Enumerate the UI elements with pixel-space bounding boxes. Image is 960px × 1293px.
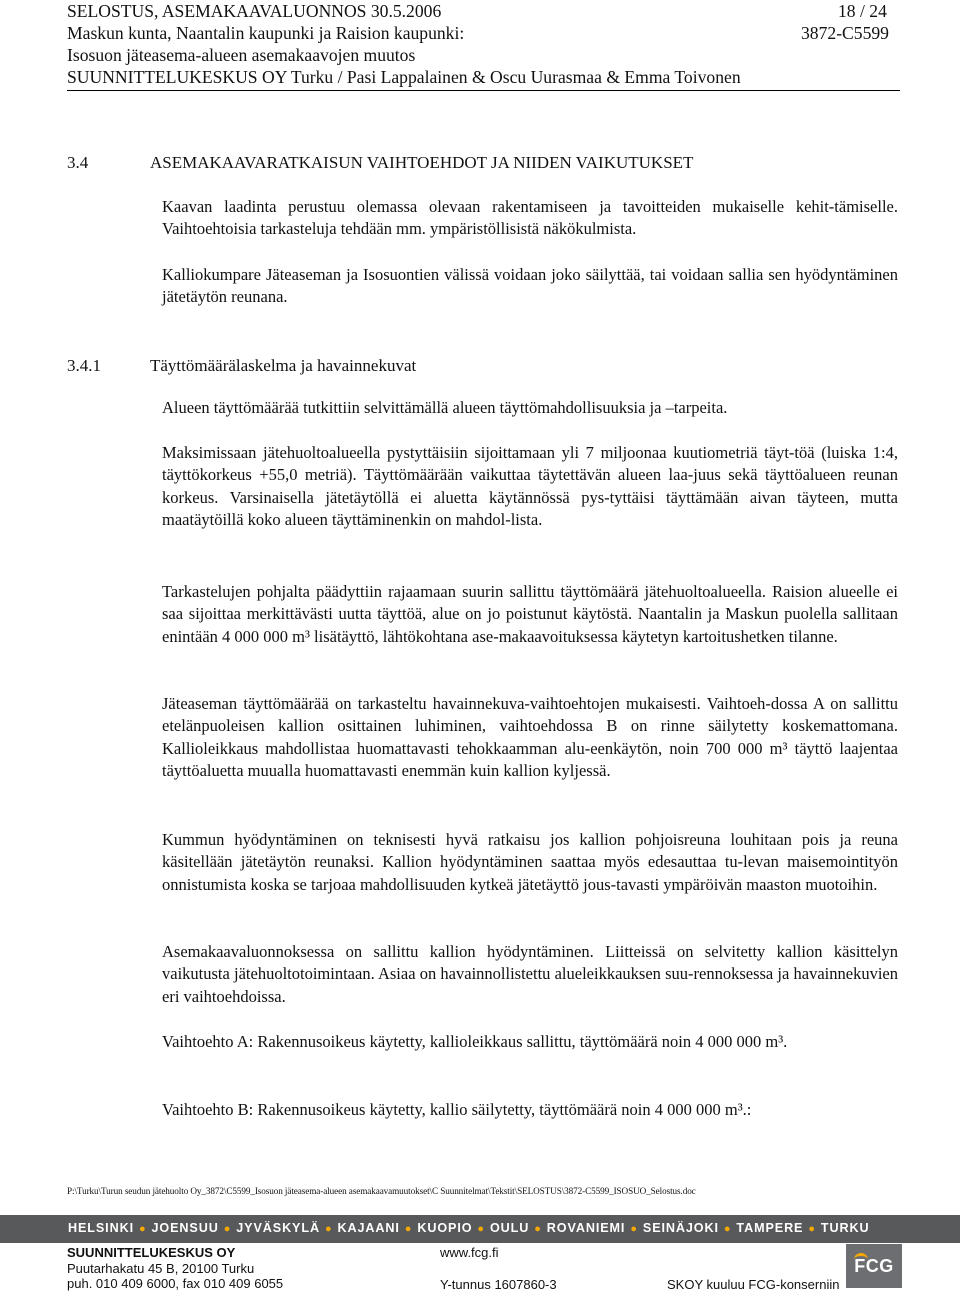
header-rule xyxy=(67,90,900,91)
fcg-logo xyxy=(846,1244,902,1288)
company-website[interactable]: www.fcg.fi xyxy=(440,1245,499,1260)
header-project-name: Isosuon jäteasema-alueen asemakaavojen muutos xyxy=(67,45,416,65)
business-id: Y-tunnus 1607860-3 xyxy=(440,1277,557,1292)
logo-text: FCG xyxy=(854,1256,894,1276)
subsection-title: Täyttömäärälaskelma ja havainnekuvat xyxy=(150,356,417,375)
office-cities-list xyxy=(68,1221,870,1235)
city-label: ROVANIEMI xyxy=(546,1221,626,1235)
section-number: 3.4 xyxy=(67,153,89,172)
header-doc-title: SELOSTUS, ASEMAKAAVALUONNOS 30.5.2006 xyxy=(67,1,442,21)
bullet-icon: ● xyxy=(723,1223,732,1235)
bullet-icon: ● xyxy=(223,1223,232,1235)
body-paragraph: Alueen täyttömäärää tutkittiin selvittämällä alueen täyttömahdollisuuksia ja –tarpeita. xyxy=(162,398,728,417)
file-path: P:\Turku\Turun seudun jätehuolto Oy_3872\C5599_Isosuon jäteasema-alueen asemakaavamuutokset\C Suunnitelmat\Tekstit\SELOSTUS\3872-C5599_ISOSUO_Selostus.doc xyxy=(67,1186,696,1196)
office-cities-bar xyxy=(0,1215,960,1243)
company-address: Puutarhakatu 45 B, 20100 Turku xyxy=(67,1261,255,1276)
company-name: SUUNNITTELUKESKUS OY xyxy=(67,1245,236,1260)
body-paragraph: Vaihtoehto B: Rakennusoikeus käytetty, kallio säilytetty, täyttömäärä noin 4 000 000 m³.: xyxy=(162,1100,752,1119)
header-page-number: 18 / 24 xyxy=(838,1,887,21)
section-title: ASEMAKAAVARATKAISUN VAIHTOEHDOT JA NIIDEN VAIKUTUKSET xyxy=(150,153,694,172)
section-paragraph: Kalliokumpare Jäteaseman ja Isosuontien välissä voidaan joko säilyttää, tai voidaan sallia sen hyödyntäminen jätetäytön reunana. xyxy=(162,265,898,307)
bullet-icon: ● xyxy=(404,1223,413,1235)
body-paragraph: Maksimissaan jätehuoltoalueella pystyttäisiin sijoittamaan yli 7 miljoonaa kuutiometriä täyt-töä (luiska 1:4, täyttökorkeus +55,0 metriä). Täyttömäärään vaikuttaa täytettävän alueen laa-juus sekä täyttöalueen reunan korkeus. Varsinaisella jätetäytöllä ei aluetta käytännössä pys-tyttäisi täyttämään aivan täyteen, mutta maatäytöillä koko alueen täyttäminenkin on mahdol-lista. xyxy=(162,443,898,530)
city-label: OULU xyxy=(489,1221,530,1235)
city-label: HELSINKI xyxy=(68,1221,134,1235)
bullet-icon: ● xyxy=(324,1223,333,1235)
city-label: TURKU xyxy=(820,1221,870,1235)
city-label: SEINÄJOKI xyxy=(642,1221,719,1235)
body-paragraph: Asemakaavaluonnoksessa on sallittu kallion hyödyntäminen. Liitteissä on selvitetty kallion käsittelyn vaikutusta jätehuoltotoimintaan. Asiaa on havainnollistettu alueleikkauksen suu-rennoksessa ja havainnekuvien eri vaihtoehdoissa. xyxy=(162,942,898,1006)
city-label: TAMPERE xyxy=(736,1221,804,1235)
bullet-icon: ● xyxy=(534,1223,542,1235)
header-project-code: 3872-C5599 xyxy=(801,23,889,43)
body-paragraph: Jäteaseman täyttömäärää on tarkasteltu havainnekuva-vaihtoehtojen mukaisesti. Vaihtoeh-dossa A on sallittu etelänpuoleisen kallion osittainen luhiminen, vaihtoehdossa B on rinne säilytetty koskemattomana. Kallioleikkaus mahdollistaa huomattavasti tehokkaamman alu-eenkäytön, noin 700 000 m³ täyttö laajentaa täyttöaluetta muualla huomattavasti enemmän kuin kallion kyljessä. xyxy=(162,694,898,781)
section-paragraph: Kaavan laadinta perustuu olemassa olevaan rakentamiseen ja tavoitteiden mukaiselle kehit-tämiselle. Vaihtoehtoisia tarkasteluja tehdään mm. ympäristöllisistä näkökulmista. xyxy=(162,197,898,239)
bullet-icon: ● xyxy=(630,1223,638,1235)
group-membership: SKOY kuuluu FCG-konserniin xyxy=(667,1277,840,1292)
subsection-number: 3.4.1 xyxy=(67,356,101,375)
body-paragraph: Vaihtoehto A: Rakennusoikeus käytetty, kallioleikkaus sallittu, täyttömäärä noin 4 000 000 m³. xyxy=(162,1032,788,1051)
city-label: JOENSUU xyxy=(151,1221,219,1235)
company-phone: puh. 010 409 6000, fax 010 409 6055 xyxy=(67,1276,284,1291)
body-paragraph: Kummun hyödyntäminen on teknisesti hyvä ratkaisu jos kallion pohjoisreuna louhitaan pois ja reuna käsitellään jätetäytön reunaksi. Kallion hyödyntäminen saattaa myös edesauttaa tu-levan maisemointityön onnistumista koska se tarjoaa mahdollisuuden kytkeä jätetäyttö jous-tavasti ympäröivän maaston muotoihin. xyxy=(162,830,898,894)
city-label: KUOPIO xyxy=(417,1221,473,1235)
bullet-icon: ● xyxy=(138,1223,147,1235)
city-label: KAJAANI xyxy=(337,1221,400,1235)
header-authors: SUUNNITTELUKESKUS OY Turku / Pasi Lappalainen & Oscu Uurasmaa & Emma Toivonen xyxy=(67,67,741,87)
bullet-icon: ● xyxy=(477,1223,485,1235)
header-client: Maskun kunta, Naantalin kaupunki ja Raision kaupunki: xyxy=(67,23,465,43)
bullet-icon: ● xyxy=(808,1223,816,1235)
body-paragraph: Tarkastelujen pohjalta päädyttiin rajaamaan suurin sallittu täyttömäärä jätehuoltoalueella. Raision alueelle ei saa sijoittaa merkittävästi uutta täyttöä, alue on jo poistunut käytöstä. Naantalin ja Maskun puolella sallitaan enintään 4 000 000 m³ lisätäyttö, lähtökohtana ase-makaavoituksessa käytetyn kartoitushetken tilanne. xyxy=(162,582,898,646)
city-label: JYVÄSKYLÄ xyxy=(236,1221,320,1235)
